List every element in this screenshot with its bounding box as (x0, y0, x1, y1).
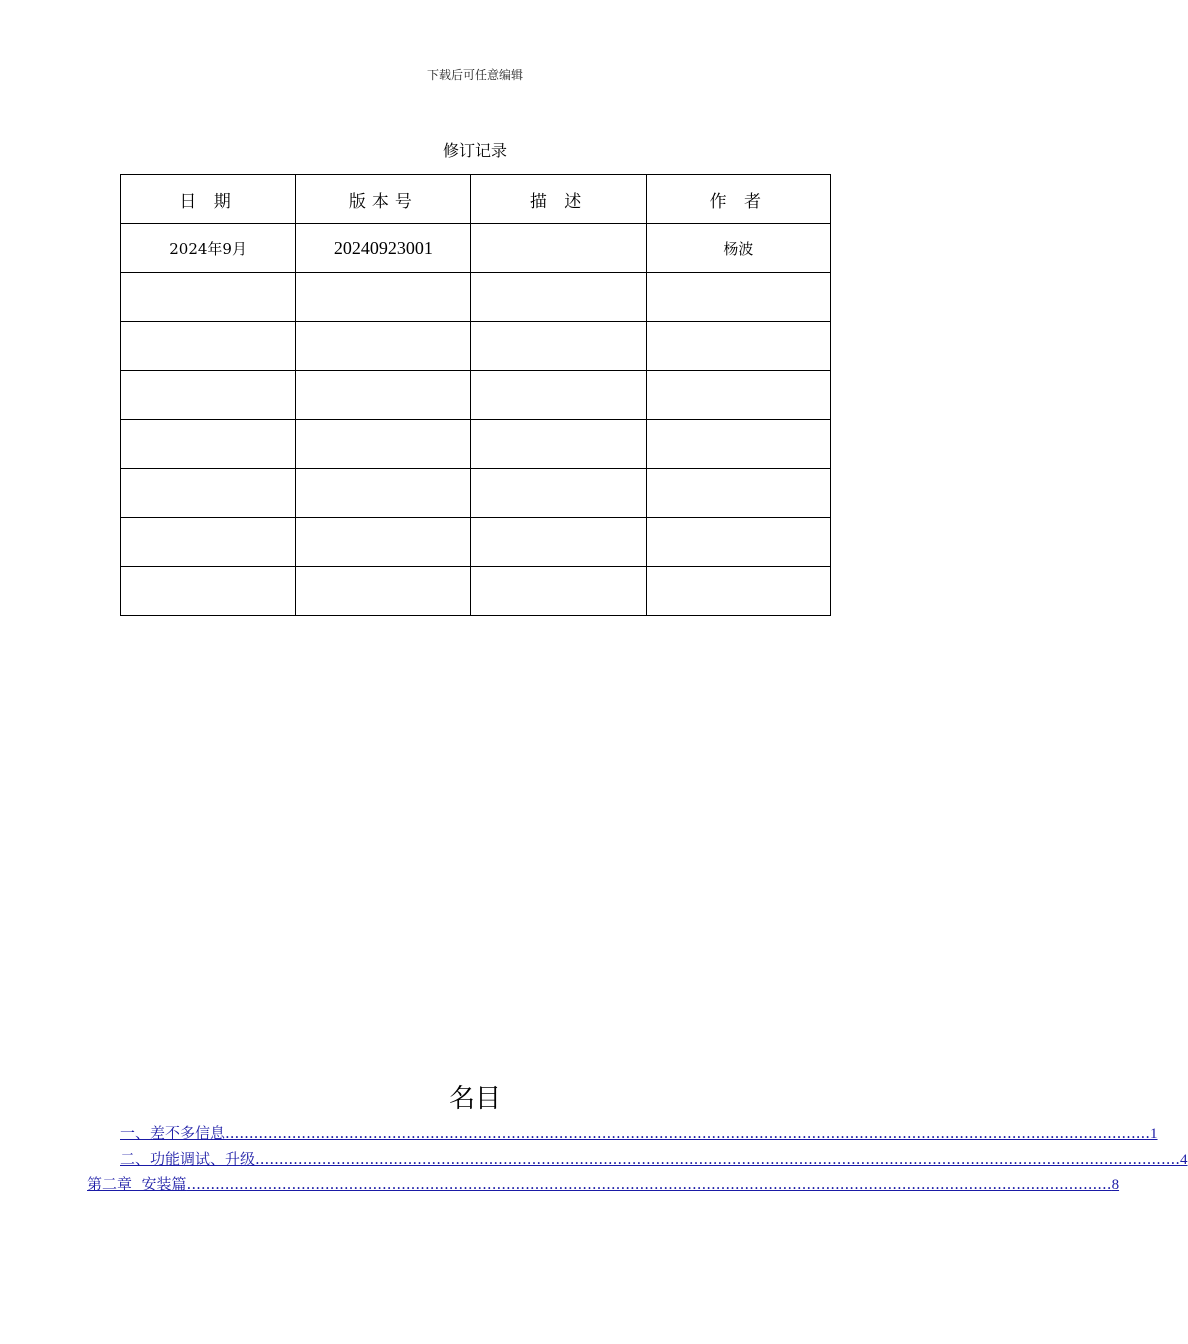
cell-description (471, 224, 646, 273)
cell-description (471, 273, 646, 322)
cell-version: 20240923001 (296, 224, 471, 273)
column-header-version: 版本号 (296, 175, 471, 224)
cell-author (646, 567, 830, 616)
cell-version (296, 469, 471, 518)
cell-author (646, 371, 830, 420)
cell-description (471, 567, 646, 616)
cell-author (646, 518, 830, 567)
toc-entry-text: 第二章 安装篇 (87, 1175, 187, 1193)
revision-header-row (121, 175, 831, 224)
cell-date (121, 518, 296, 567)
toc-entry-basic-info[interactable] (120, 1122, 1158, 1142)
cell-author (646, 469, 830, 518)
toc-entry-text: 二、功能调试、升级 (120, 1150, 256, 1168)
cell-description (471, 322, 646, 371)
toc-leader-dots: .................................................................................................................................................................................................. (255, 1150, 1181, 1168)
cell-date (121, 371, 296, 420)
toc-page-number: 8 (1111, 1177, 1120, 1193)
cell-author (646, 273, 830, 322)
table-row (121, 371, 831, 420)
column-header-author: 作 者 (646, 175, 830, 224)
cell-date (121, 420, 296, 469)
toc-entry-function-debug[interactable] (120, 1148, 1188, 1168)
toc-leader-dots: .................................................................................................................................................................................................. (225, 1124, 1151, 1142)
table-row (121, 518, 831, 567)
cell-description (471, 420, 646, 469)
page-header-note: 下载后可任意编辑 (426, 68, 523, 82)
toc-title: 名目 (448, 1084, 501, 1114)
cell-version (296, 420, 471, 469)
column-header-date: 日 期 (121, 175, 296, 224)
cell-date: 2024年9月 (121, 224, 296, 273)
table-row (121, 567, 831, 616)
table-row (121, 273, 831, 322)
table-row (121, 322, 831, 371)
cell-author: 杨波 (646, 224, 830, 273)
toc-leader-dots: .................................................................................................................................................................................................. (186, 1175, 1112, 1193)
cell-version (296, 273, 471, 322)
table-row (121, 224, 831, 273)
table-row (121, 420, 831, 469)
revision-table (120, 174, 831, 616)
cell-date (121, 273, 296, 322)
cell-description (471, 518, 646, 567)
cell-version (296, 567, 471, 616)
cell-version (296, 518, 471, 567)
cell-description (471, 469, 646, 518)
cell-author (646, 420, 830, 469)
cell-version (296, 322, 471, 371)
toc-entry-installation-chapter[interactable] (87, 1173, 1120, 1193)
table-row (121, 469, 831, 518)
toc-page-number: 4 (1180, 1152, 1188, 1168)
cell-version (296, 371, 471, 420)
column-header-description: 描 述 (471, 175, 646, 224)
cell-date (121, 322, 296, 371)
cell-date (121, 469, 296, 518)
cell-author (646, 322, 830, 371)
cell-description (471, 371, 646, 420)
revision-record-title: 修订记录 (442, 141, 507, 160)
cell-date (121, 567, 296, 616)
toc-entry-text: 一、差不多信息 (120, 1124, 226, 1142)
toc-page-number: 1 (1150, 1126, 1158, 1142)
